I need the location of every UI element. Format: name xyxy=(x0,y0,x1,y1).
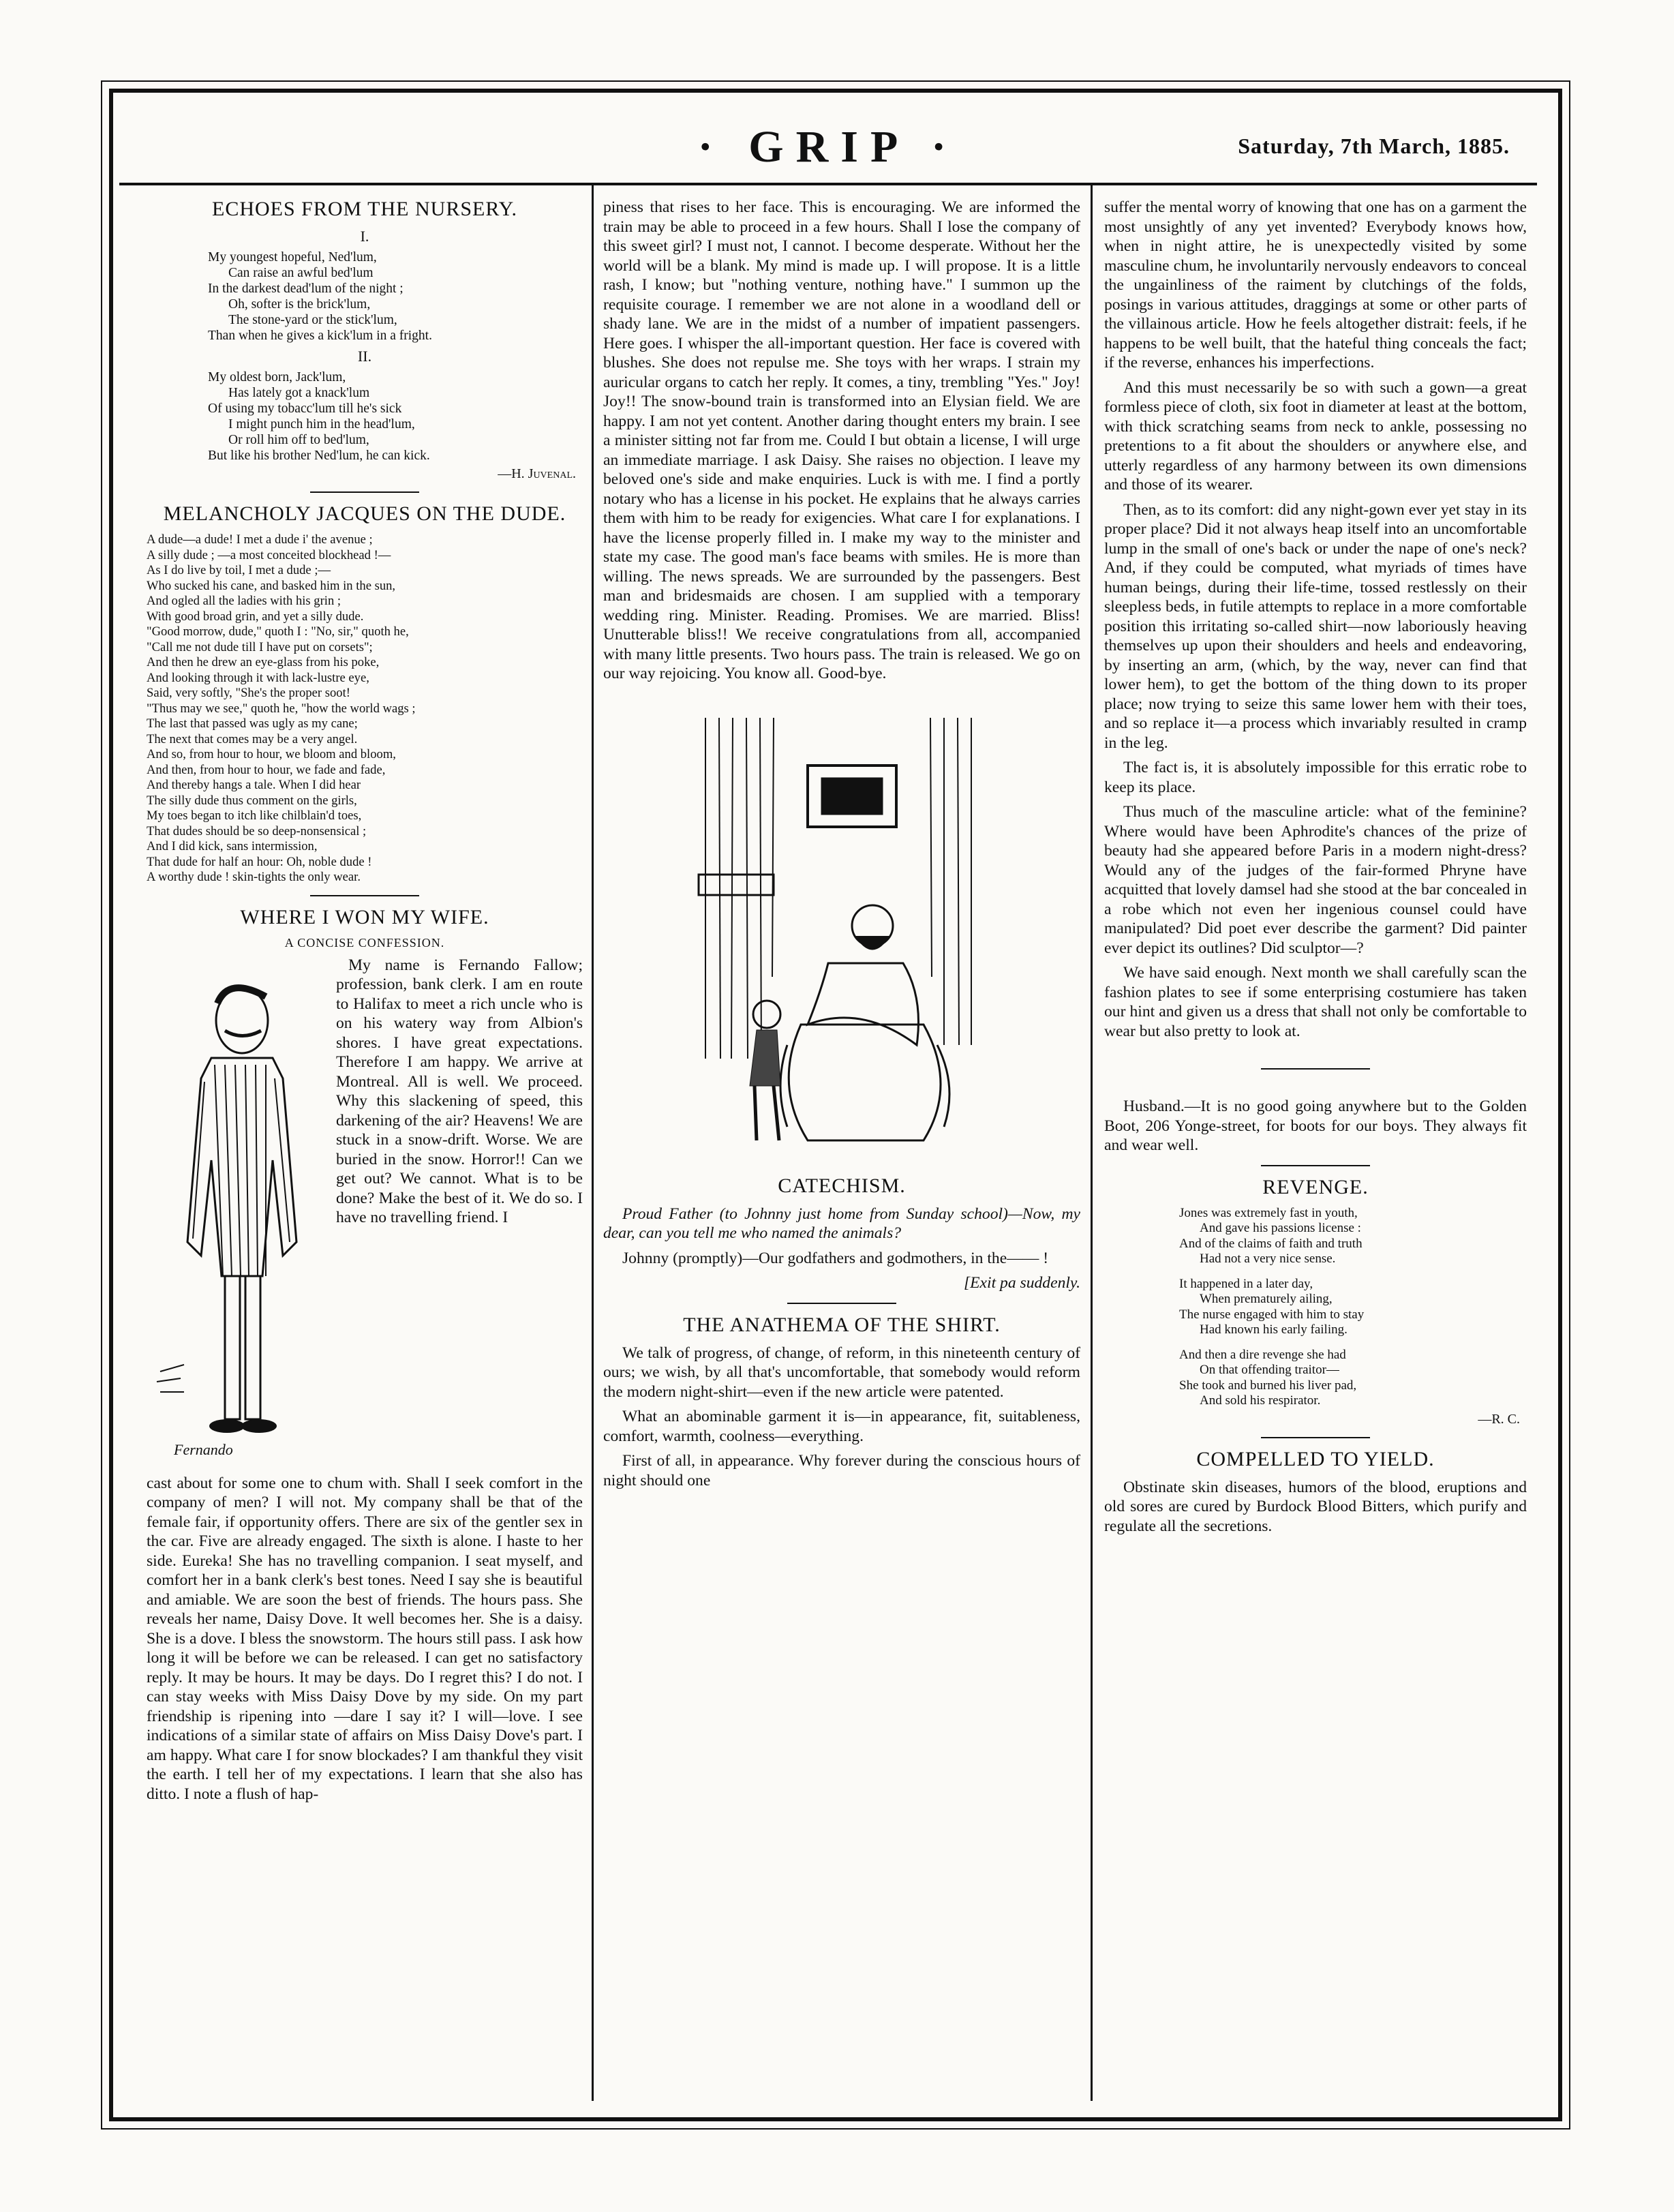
shirt-continued-3: Then, as to its comfort: did any night-gown ever yet stay in its proper place? Did it not always heap itself into an uncomfortable lump in the small of one's back or under the nape of one's neck? And, if they could be computed, what myriads of times have human beings, during their life-time, tossed restlessly on their sleepless beds, in futile attempts to replace in a more comfortable position this irritating so-called shirt—now laboriously heaving themselves up upon their shoulders and heels and endeavoring, by inserting an arm, (which, by the way, never can find that lower hem), to get the bottom of the thing down to its proper place; now trying to seize this same lower hem with their toes, and so replace it—a process which invariably resulted in cramp in the leg. xyxy=(1104,500,1527,752)
catechism-para-2: Johnny (promptly)—Our godfathers and godmothers, in the—— ! xyxy=(622,1249,1049,1267)
poem-line: And I did kick, sans intermission, xyxy=(147,839,318,853)
revenge-title: REVENGE. xyxy=(1262,1175,1369,1198)
shirt-continued-1: suffer the mental worry of knowing that one has on a garment the most unsightly of any yet invented? Everybody knows how, when in night attire, he is unexpectedly visited by some masculine chum, he involuntarily nervously endeavors to conceal the ungainliness of the raiment by clutchings of the folds, posings in various attitudes, draggings at some or other parts of the villainous article. How he feels altogether distrait: feels, if he happens to be well built, that the hateful thing conceals the fact; if the reverse, enhances his imperfections. xyxy=(1104,198,1527,372)
masthead-title: · GRIP · xyxy=(697,122,959,172)
poem-line: That dude for half an hour: Oh, noble dude ! xyxy=(147,854,372,869)
catechism-title: CATECHISM. xyxy=(778,1174,906,1197)
poem-line: The next that comes may be a very angel. xyxy=(147,731,358,746)
masthead xyxy=(119,121,1537,176)
husband-ad: Husband.—It is no good going anywhere but to the Golden Boot, 206 Yonge-street, for boots for our boys. They always fit and wear well. xyxy=(1104,1097,1527,1154)
poem-line: The silly dude thus comment on the girls, xyxy=(147,793,357,808)
poem-line: She took and burned his liver pad, xyxy=(1179,1378,1357,1393)
poem-author: —R. C. xyxy=(1478,1411,1520,1427)
section-divider xyxy=(310,491,419,493)
poem-line: Of using my tobacc'lum till he's sick xyxy=(208,402,402,416)
poem-line: Than when he gives a kick'lum in a fright. xyxy=(208,329,432,343)
yield-title: COMPELLED TO YIELD. xyxy=(1196,1447,1435,1470)
poem-line: "Good morrow, dude," quoth I : "No, sir," quoth he, xyxy=(147,624,409,639)
shirt-continued-2: And this must necessarily be so with such a gown—a great formless piece of cloth, six foot in diameter at least at the bottom, with thick scratching seams from neck to ankle, possessing no pretentions to a fit about the shoulders or anywhere else, and utterly regardless of any harmony between its own dimensions and those of its wearer. xyxy=(1104,378,1527,494)
poem-line: But like his brother Ned'lum, he can kick. xyxy=(208,449,430,463)
poem-line: Jones was extremely fast in youth, xyxy=(1179,1205,1358,1220)
poem-line: And then, from hour to hour, we fade and fade, xyxy=(147,762,386,777)
column-2 xyxy=(603,198,1080,1496)
wife-title: WHERE I WON MY WIFE. xyxy=(240,905,489,928)
section-divider xyxy=(1261,1437,1370,1438)
column-rule-1 xyxy=(592,185,594,2101)
nursery-stanza-1 xyxy=(147,249,583,344)
poem-line: Had known his early failing. xyxy=(1200,1322,1348,1337)
revenge-stanza-3 xyxy=(1104,1348,1527,1409)
poem-line: Said, very softly, "She's the proper soot! xyxy=(147,686,350,700)
section-divider xyxy=(310,895,419,896)
nursery-title: ECHOES FROM THE NURSERY. xyxy=(212,198,517,220)
wife-text: cast about for some one to chum with. Shall I seek comfort in the company of men? I will not. My company shall be that of the female fair, if opportunity offers. There are six of the gentler sex in the car. Five are already engaged. The sixth is alone. I haste to her side. Eureka! She has no travelling companion. I seat myself, and comfort her in a bank clerk's best tones. Need I say she is beautiful and amiable. We are soon the best of friends. The hours pass. She reveals her name, Daisy Dove. It well becomes her. She is a daisy. She is a dove. I bless the snowstorm. The hours still pass. I ask how long it will be before we can be released. I can get no satisfactory reply. It may be hours. It may be days. Do I regret this? I do not. I can stay weeks with Miss Daisy Dove by my side. On my part friendship is ripening into —dare I say it? I will—love. I see indications of a similar state of affairs on Miss Daisy Dove's part. I am happy. What care I for snow blockades? I am thankful they visit the earth. I tell her of my expectations. I learn that she also has ditto. I note a flush of hap- xyxy=(147,1474,583,1803)
jacques-poem xyxy=(147,532,583,885)
issue-date: Saturday, 7th March, 1885. xyxy=(1238,134,1510,158)
poem-line: My toes began to itch like chilblain'd toes, xyxy=(147,808,362,823)
poem-line: My youngest hopeful, Ned'lum, xyxy=(208,250,377,264)
poem-line: That dudes should be so deep-nonsensical ; xyxy=(147,823,367,838)
poem-line: And then he drew an eye-glass from his poke, xyxy=(147,655,380,669)
catechism-exit: [Exit pa suddenly. xyxy=(963,1274,1080,1292)
shirt-para-2: What an abominable garment it is—in appearance, fit, suitableness, comfort, warmth, coolness—everything. xyxy=(603,1408,1080,1445)
stanza-number: I. xyxy=(360,228,369,245)
poem-line: And then a dire revenge she had xyxy=(1179,1347,1346,1362)
yield-text: Obstinate skin diseases, humors of the blood, eruptions and old sores are cured by Burdock Blood Bitters, which purify and regulate all the secretions. xyxy=(1104,1478,1527,1535)
poem-line: On that offending traitor— xyxy=(1200,1363,1339,1377)
section-divider xyxy=(1261,1165,1370,1166)
masthead-rule xyxy=(119,183,1537,185)
shirt-title: THE ANATHEMA OF THE SHIRT. xyxy=(683,1313,1001,1336)
poem-line: A worthy dude ! skin-tights the only wear. xyxy=(147,870,361,884)
poem-line: As I do live by toil, I met a dude ;— xyxy=(147,563,331,577)
poem-author: —H. Juvenal. xyxy=(498,466,576,481)
shirt-para-3: First of all, in appearance. Why forever during the conscious hours of night should one xyxy=(603,1452,1080,1489)
column-3 xyxy=(1104,198,1527,1541)
poem-line: "Thus may we see," quoth he, "how the world wags ; xyxy=(147,701,416,716)
wife-text-narrow: My name is Fernando Fallow; profession, bank clerk. I am en route to Halifax to meet a rich uncle who is on his watery way from Albion's shores. I have great expectations. Therefore I am happy. We arrive at Montreal. All is well. We proceed. Why this slackening of speed, this darkening of the air? Heavens! We are stuck in a snow-drift. Worse. We are buried in the snow. Horror!! Can we get out? We cannot. What is to be done? Make the best of it. We do so. I have no travelling friend. I xyxy=(336,956,583,1226)
catechism-illustration xyxy=(603,704,1080,1168)
poem-line: With good broad grin, and yet a silly dude. xyxy=(147,609,364,624)
poem-line: And looking through it with lack-lustre eye, xyxy=(147,670,369,685)
poem-line: A silly dude ; —a most conceited blockhead !— xyxy=(147,547,391,562)
poem-line: And sold his respirator. xyxy=(1200,1393,1321,1408)
nursery-stanza-2 xyxy=(147,369,583,464)
section-divider xyxy=(1261,1068,1370,1070)
poem-line: When prematurely ailing, xyxy=(1200,1292,1333,1306)
shirt-continued-5: Thus much of the masculine article: what of the feminine? Where would have been Aphrodite's chances of the prize of beauty had she appeared before Paris in a modern night-dress? Would any of the judges of the fair-formed Phryne have acquitted that lovely damsel had she stood at the bar concealed in a robe which not even her ingenious counsel could have manipulated? Did poet ever describe the garment? Did painter ever depict its outlines? Did sculptor—? xyxy=(1104,803,1527,957)
poem-line: "Call me not dude till I have put on corsets"; xyxy=(147,639,373,654)
section-divider xyxy=(787,1303,896,1304)
poem-line: And gave his passions license : xyxy=(1200,1221,1361,1235)
wife-subtitle: A CONCISE CONFESSION. xyxy=(284,935,445,950)
poem-line: The last that passed was ugly as my cane; xyxy=(147,716,358,731)
poem-line: It happened in a later day, xyxy=(1179,1276,1313,1291)
stanza-number: II. xyxy=(357,348,372,365)
figure-signature: Fernando xyxy=(174,1440,233,1458)
poem-line: Or roll him off to bed'lum, xyxy=(228,433,369,447)
revenge-stanza-1 xyxy=(1104,1206,1527,1267)
poem-line: Had not a very nice sense. xyxy=(1200,1252,1336,1266)
poem-line: I might punch him in the head'lum, xyxy=(228,417,415,431)
poem-line: In the darkest dead'lum of the night ; xyxy=(208,282,404,296)
poem-line: Who sucked his cane, and basked him in the sun, xyxy=(147,578,396,593)
poem-line: My oldest born, Jack'lum, xyxy=(208,370,346,384)
jacques-title: MELANCHOLY JACQUES ON THE DUDE. xyxy=(163,502,566,525)
wife-figure-block xyxy=(147,956,583,1474)
fernando-illustration xyxy=(147,956,331,1474)
shirt-continued-4: The fact is, it is absolutely impossible for this erratic robe to keep its place. xyxy=(1104,759,1527,796)
column-1 xyxy=(147,198,583,1809)
catechism-para-1: Proud Father (to Johnny just home from Sunday school)—Now, my dear, can you tell me who named the animals? xyxy=(603,1205,1080,1242)
poem-line: Can raise an awful bed'lum xyxy=(228,266,374,280)
poem-line: Has lately got a knack'lum xyxy=(228,386,370,400)
poem-line: And ogled all the ladies with his grin ; xyxy=(147,594,341,608)
poem-line: The stone-yard or the stick'lum, xyxy=(228,313,397,327)
shirt-para-1: We talk of progress, of change, of reform, in this nineteenth century of ours; we wish, by all that's uncomfortable, that somebody would reform the modern night-shirt—even if the new article were patented. xyxy=(603,1344,1080,1401)
revenge-stanza-2 xyxy=(1104,1277,1527,1338)
poem-line: A dude—a dude! I met a dude i' the avenue ; xyxy=(147,532,373,547)
column-rule-2 xyxy=(1091,185,1093,2101)
shirt-continued-6: We have said enough. Next month we shall carefully scan the fashion plates to see if some enterprising costumiere has taken our hint and given us a dress that shall not only be comfortable to wear but also pretty to look at. xyxy=(1104,964,1527,1040)
wife-text-continued: piness that rises to her face. This is encouraging. We are informed the train may be able to proceed in a few hours. Shall I lose the company of this sweet girl? I must not, I cannot. I become desperate. Without her the world will be a blank. My mind is made up. I will propose. It is a little rash, I know; but "nothing venture, nothing have." I summon up the requisite courage. I remember we are not alone in a woodland dell or shady lane. We are in the midst of a number of impatient passengers. Here goes. I whisper the all-important question. Her face is covered with blushes. She does not repulse me. She toys with her wraps. I strain my auricular organs to catch her reply. It comes, a tiny, trembling "Yes." Joy! Joy!! The snow-bound train is transformed into an Elysian field. We are happy. I am not yet content. Another daring thought enters my brain. I see a minister sitting not far from me. Could I but obtain a license, I will urge an immediate marriage. I ask Daisy. She raises no objection. I leave my beloved one's side and make enquiries. Luck is with me. I find a portly notary who has a license in his pocket. He explains that he always carries them with him to be ready for exigencies. What care I for explanations. I have the license properly filled in. I make my way to the minister and state my case. The good man's face beams with smiles. He is more than willing. The news spreads. We are surrounded by the passengers. Best man and bridesmaids are chosen. I am supplied with a temporary wedding ring. Minister. Reading. Promises. We are married. Bliss! Unutterable bliss!! We receive congratulations from all, accompanied with many little presents. Two hours pass. The train is released. We go on our way rejoicing. You know all. Good-bye. xyxy=(603,198,1080,682)
poem-line: Oh, softer is the brick'lum, xyxy=(228,297,371,312)
poem-line: And so, from hour to hour, we bloom and bloom, xyxy=(147,747,396,761)
poem-line: The nurse engaged with him to stay xyxy=(1179,1307,1365,1322)
poem-line: And of the claims of faith and truth xyxy=(1179,1236,1363,1251)
poem-line: And thereby hangs a tale. When I did hear xyxy=(147,778,361,792)
